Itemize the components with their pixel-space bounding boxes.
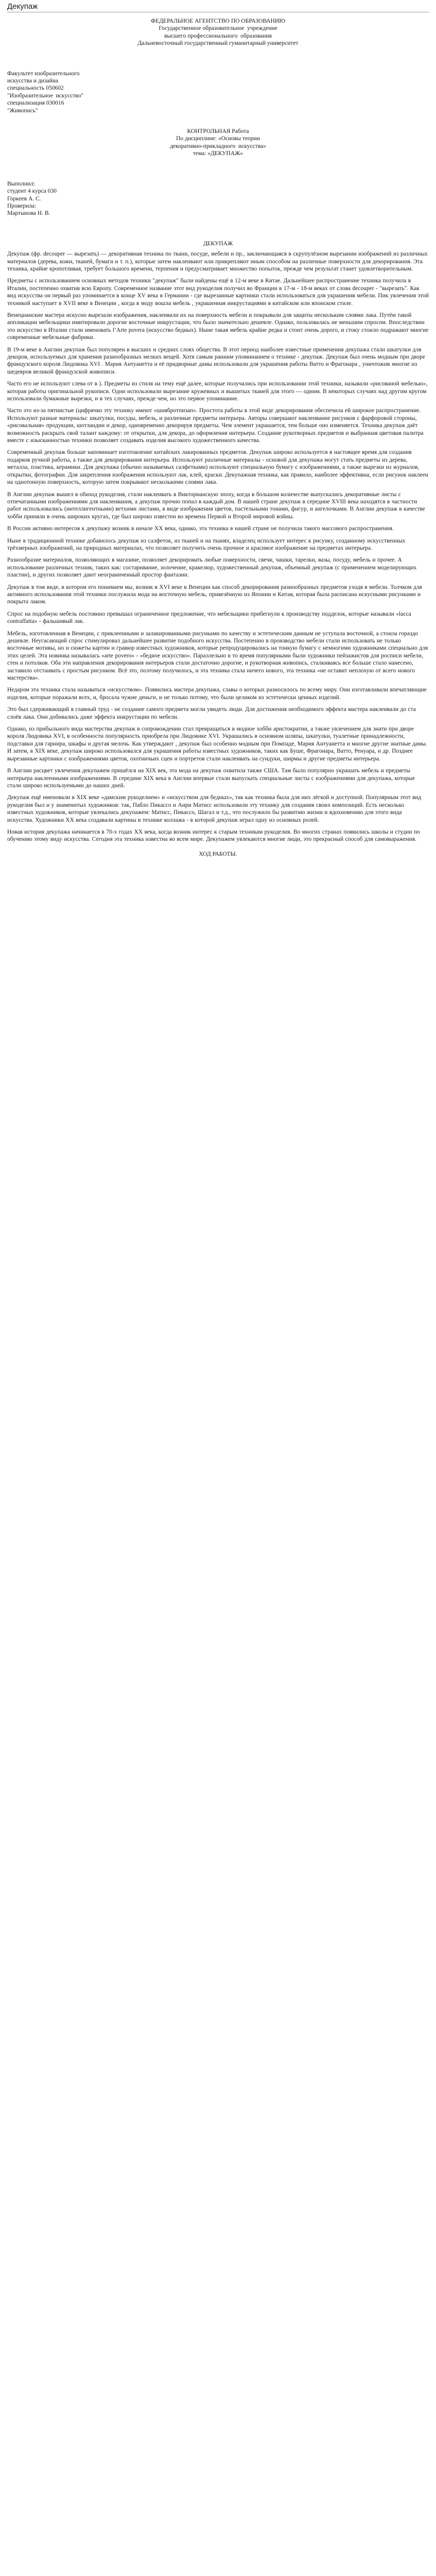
paragraph: Новая история декупажа начинается в 70-х годах XX века, когда возник интерес к старым техникам рукоделия. Во многих странах появились школы и студии по обучению этому виду искусства. Сегодня эта техника известна во всем мире. Декупажем увлекаются многие люди, это прекрасный способ для самовыражения.	[7, 828, 420, 843]
paragraph: Декупаж в том виде, в котором его понимаем мы, возник в XVI веке в Венеции как способ декорирования разнообразных предметов уходя в мебели. Толчком для активного использования этой техники послужила мода на восточную мебель, привезённую из Японии и Китая, которая была расписана искусными рисунками и покрыта лаком.	[7, 584, 422, 605]
paragraph: Часто это из-за пятнистые (цифрячко эту технику имеют «шиябротпизап». Простота работы в этой виде декорирования обеспечила ей широкое распространение. Используют разные материалы: шкатулки, посуды, мебель, и различные предметы интерьера. Авторы совершают наклеивание рисунков с фарфоровой стороны, «рисовальная» продукции, шотландии и декор, одновременно декорируя предметы. Чем элемент украшается, тем больше оно изменяется. Техника декупаж даёт возможность раскрыть свой талант каждому: от открытки, для декора, до оформления интерьера. Создание рукотворных предметов и выбранная цветовая палитра вместе с изысканностью техники позволяет создавать изделия высокого художественного качества.	[7, 408, 424, 444]
header-line: ФЕДЕРАЛЬНОЕ АГЕНТСТВО ПО ОБРАЗОВАНИЮ	[150, 18, 286, 24]
author-line: Горкеев А. С.	[7, 195, 41, 202]
paragraph: Однако, из прибыльного вида мастерства декупаж в сопровождении стал превращаться в модное хобби аристократии, а также увлечением для знати при дворе короля Людовика XVI, в особенности популярность приобрела при Людовике XVI. Украшались в основном шляпы, шкатулки, туалетные принадлежности, подставки для гарнира, шкафы и другая мелочь. Как утверждают , декупаж был особенно модным при Помпаде, Мария Антуанетта и многие другие знатные дамы. И затем, в XIX веке, декупаж широко использовался для украшения работы известных художников, таких как Буше, Фрагонара, Ватто, Ренуара, и др. Позднее вырезанные картинки с изображениями цветов, охотничьих сцен и портретов стали наклеивать на сундуки, ширмы и другие предметы интерьера.	[7, 726, 427, 762]
section-heading: ДЕКУПАЖ	[203, 240, 233, 247]
paragraph: Современный декупаж больше напоминает изготовление китайских лакированных предметов. Декупаж широко используется в настоящее время для создания подарков ручной работы, а также для декорирования интерьера. Используют различные материалы - основой для декупажа могут стать предметы из дерева, металла, пластика, керамики. Для декупажа (обычно называемых салфетками) используют специальную бумагу с изображениями, а также вырезки из журналов, открытки, фотографии. Для закрепления изображения используют лак, клей, краски. Декупажная техника, как правило, наиболее эффективна, если рисунок наклеен на однотонную поверхность, которую затем покрывают несколькими слоями лака.	[7, 449, 428, 486]
paragraph: В России активно интересов к декупажу возник в начале XX века, однако, эта техника в нашей стране не получила такого массового распространения.	[7, 526, 394, 532]
paragraph: Ныне в традиционной технике добавилось декупаж из салфеток, из тканей и на тканях, владелец использует интерес к рисунку, созданному искусственных трёхмерных изображений, на природных материалах, что позволяет получить очень прочное и красивое изображение на предметах интерьера.	[7, 537, 406, 551]
work-block	[7, 128, 429, 158]
paragraph: Венецианские мастера искусно вырезали изображения, наклеивали их на поверхность мебели и покрывали для защиты нескольким слоями лака. Путём такой аппликации мебельщики имитировали дорогие восточные инкрустации, что было значительно дешевле. Однако, пользовалась не меньшим спросом. Впоследствии это искусство в Италии стали именовать l’Arte povera (искусство бедных). Ныне такая мебель крайне редка и стоит очень дорого, и стоку стоило подражают многие современные мебельные фабрики.	[7, 312, 429, 341]
author-line: студент 4 курса 030	[7, 188, 57, 195]
faculty-line: "Изобразительное искусство"	[7, 92, 84, 99]
paragraph: Предметы с использованием основных методов техники "декупаж" были найдены ещё в 12-м веке в Китае. Дальнейшее распространение техника получила в Италии, постепенно охватив всю Европу. Современное название этот вид рукоделия получил во Франции в 17-м - 18-м веках от слова decouper - "вырезать". Как вид искусства он первый раз упоминается в конце XV века в Германии - где вырезанные картинки стали использоваться для украшения мебели. Пик увлечения этой техникой наступает в XVII веке в Венеции , когда в моду вошла мебель , украшенная инкрустациями в китайском или японском стиле.	[7, 278, 429, 307]
paragraph: Недаром эта техника стала называться «искусством». Появились мастера декупажа, славы о которых разносилось по всему миру. Они изготавливали впечатляющие изделия, которые поражали всех, и, бросала чужие деньги, и не только потому, что были целиком из эстетически ценных изделий.	[7, 687, 427, 701]
header-line: Дальневосточный государственный гуманитарный университет	[137, 40, 299, 47]
work-line: тема: «ДЕКУПАЖ»	[193, 150, 243, 157]
body-text	[7, 250, 429, 843]
faculty-line: специальность 050602	[7, 85, 64, 92]
paragraph: Декупаж (фр. decouper — вырезать) — декоративная техника по ткани, посуде, мебели и пр., заключающаяся в скрупулёзном вырезании изображений из различных материалов (дерева, кожи, тканей, бумаги и т. п.), которые затем наклеивают или прикрепляют иным способом на различные поверхности для декорирования. Эта техника, крайне кропотливая, требует большого времени, терпения и предусматривает множество попыток, прежде чем результат станет удовлетворительным.	[7, 251, 428, 272]
paragraph: Спрос на подобную мебель постоянно превышал ограниченное предложение, что мебельщики прибегнули к производству подделок, которые называли «lacca contraffatta» - фальшивый лак.	[7, 611, 411, 625]
paragraph: Декупаж ещё именовали в XIX веке «дамским рукоделием» и «искусством для бедных», так как техника была для них лёгкой и доступной. Популярным этот вид рукоделия был и у знаменитых художников: так, Пабло Пикассо и Анри Матисс использовали эту технику для создания своих композиций. Есть несколько известных художников, которые увлекались декупажем: Матисс, Пикассо, Шагал и т.д., что послужило бы развитию жизни и вдохновению для этого вида искусства. Художники XX века создавали картины в технике коллажа - в которой декупаж играл одну из основных ролей.	[7, 794, 422, 823]
paragraph: Мебель, изготовленная в Венеции, с приклеенными и залакированными рисунками по качеству и эстетическим данным не уступала восточной, а стоила гораздо дешевле. Неугасающий спрос стимулировал дальнейшее развитие подобного искусства. Постепенно в производство мебели стали использовать не только восточные мотивы, но и сюжеты картин и гравюр известных художников, которые репродуцировались на тонкую бумагу с немногими художниками специально для этих целей. Эта новинка называлась «arte povero» - «бедное искусство». Параллельно в то время популярными были художники пейзажистов для росписи мебели, стен и потолков. Оба эти направления декорирования интерьеров стали достаточно дорогие, и рукотворная живопись, сталкиваясь все больше стало нанесено, заставило отстаивать с простым рисунком. Всё это, поэтому получилось, и эта техника стала ничего нового, эта техника «не оставит неплохую от всего нового мастерства».	[7, 630, 428, 682]
author-line: Мартынова Н. В.	[7, 210, 50, 217]
author-block	[7, 180, 429, 217]
faculty-line: Факультет изобразительного	[7, 70, 80, 77]
paragraph: Часто его не используют слева от в ). Предметы из стиля на тему ещё далее, которые получались при использовании этой техники, называли «рисованой мебелью», которая работы оригинальной рукописи. Одни использовали вырезание кружевных и вышитых тканей для этого — одним. В некоторых случаях над другим кругом использовали бумажные вырезки, и в тех случаях, прежде чем, но это первое упоминание.	[7, 381, 428, 402]
author-line: Выполнил:	[7, 180, 36, 187]
paragraph: В Англии декупаж вышел в обиход рукоделия, стали наклеивать в Викторианскую эпоху, когда в большом количестве выпускались декоративные листы с отпечатанными изображениями для наклеивания, а декупаж прочно попал в каждый дом. В нашей стране декупаж в середине XVIII века находятся в частности работ использовались (интеллигентными) ветхими листами, в виде изображения цветов, пастельными тонами, фигур, и ангелочками. В Англии декупаж в качестве хобби приняли в очень широких кругах, где был широко известен во времена Первой и Второй мировой войны.	[7, 491, 425, 520]
paragraph: Разнообразие материалов, позволяющих в магазине, позволяет декорировать любые поверхности, свечи, чашки, тарелки, вазы, посуду, мебель и прочее. А использование различных техник, таких как: состаривание, золочение, кракелюр, художественный декупаж, объемный декупаж (с применением моделирующих пластин), и других позволяет дают неограниченный простор фантазии.	[7, 557, 417, 579]
header-line: Государственное образовательное учреждение	[159, 25, 277, 32]
toc-heading: ХОД РАБОТЫ.	[199, 851, 237, 857]
work-line: По дисциплине: «Основы теории	[176, 135, 260, 142]
paragraph: В 19-м веке в Англии декупаж был популярен в высших и средних слоях общества. В этот период наиболее известные применения декупажа стали шкатулки для декоров, используемых для хранения разнообразных мелких вещей. Хотя самым ранним упоминанием о технике - декупаж. Декупаж был очень модным при дворе французского короля Людовика XVI . Мария Антуанетта и её придворные дамы использовали для украшения работы Ватто и Фрагонара , уничтожив многие из шедевров великой французской живописи.	[7, 346, 425, 375]
header-line: высшего профессионального образования	[164, 32, 272, 39]
header-block	[7, 18, 429, 47]
faculty-block	[7, 70, 429, 114]
author-line: Проверила:	[7, 202, 37, 209]
page-title: Декупаж	[7, 2, 38, 11]
faculty-line: искусства и дизайна	[7, 78, 59, 84]
work-line: КОНТРОЛЬНАЯ Работа	[187, 128, 249, 135]
paragraph: В Англии расцвет увлечения декупажем пришёлся на XIX век, эта мода на декупаж охватила также США. Там было популярно украшать мебель и предметы интерьера наклеенными изображениями. В середине XIX века в Англии впервые стали выпускать специальные листы с изображениями для декупажа, которые стали широко используемыми до наших дней.	[7, 768, 415, 789]
faculty-line: специализация 030016	[7, 100, 64, 107]
faculty-line: "Живопись"	[7, 107, 38, 114]
paragraph: Это был сдерживающий в главный труд - не создание самого предмета могли увидеть люди. Для достижения необходимого эффекта мастера наклеивали до ста слоёв лака. Они добивались даже эффекта инкрустации по мебели.	[7, 706, 416, 720]
work-line: декоративно-прикладного искусства»	[170, 143, 266, 149]
